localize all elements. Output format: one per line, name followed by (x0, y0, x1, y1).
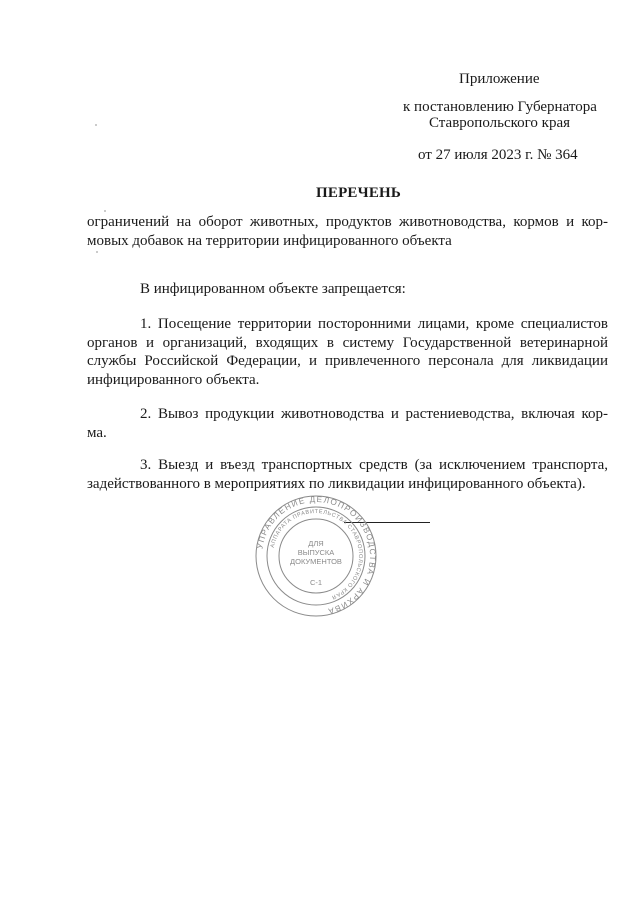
stamp-inner-ring-text: АППАРАТА ПРАВИТЕЛЬСТВА СТАВРОПОЛЬСКОГО КРАЯ (269, 508, 364, 600)
list-item-line: 3. Выезд и въезд транспортных средств (за исключением транспорта, (140, 457, 608, 473)
list-item-line: инфицированного объекта. (87, 371, 260, 388)
list-item (87, 315, 608, 389)
list-item-line: службы Российской Федерации, и привлеченного персонала для ликвидации (87, 353, 608, 369)
scan-speck (104, 210, 106, 212)
list-item-line: 2. Вывоз продукции животноводства и растениеводства, включая кор- (140, 406, 608, 422)
list-item (87, 456, 608, 493)
subtitle-line: мовых добавок на территории инфицированного объекта (87, 232, 452, 249)
list-item-line: задействованного в мероприятиях по ликвидации инфицированного объекта). (87, 475, 586, 492)
decree-date-number: от 27 июля 2023 г. № 364 (418, 147, 578, 163)
document-subtitle (87, 213, 608, 250)
list-item (87, 405, 608, 442)
decree-reference-line1: к постановлению Губернатора (403, 99, 597, 115)
document-title: ПЕРЕЧЕНЬ (316, 185, 402, 201)
stamp-outer-ring-text: УПРАВЛЕНИЕ ДЕЛОПРОИЗВОДСТВА И АРХИВА (255, 494, 378, 616)
stamp-code: С-1 (309, 578, 323, 587)
appendix-label: Приложение (459, 71, 540, 87)
list-item-line: 1. Посещение территории посторонними лицами, кроме специалистов (140, 316, 608, 332)
subtitle-line: ограничений на оборот животных, продуктов животноводства, кормов и кор- (87, 214, 608, 230)
scan-speck (95, 124, 97, 126)
scan-speck (96, 251, 98, 253)
official-stamp (254, 494, 378, 618)
list-item-line: органов и организаций, входящих в систему Государственной ветеринарной (87, 334, 608, 351)
intro-text: В инфицированном объекте запрещается: (140, 281, 406, 297)
list-item-line: ма. (87, 424, 107, 441)
stamp-center-line3: ДОКУМЕНТОВ (290, 557, 342, 566)
decree-reference-line2: Ставропольского края (429, 115, 570, 131)
stamp-center-line2: ВЫПУСКА (297, 548, 335, 557)
stamp-center-line1: ДЛЯ (308, 539, 324, 548)
